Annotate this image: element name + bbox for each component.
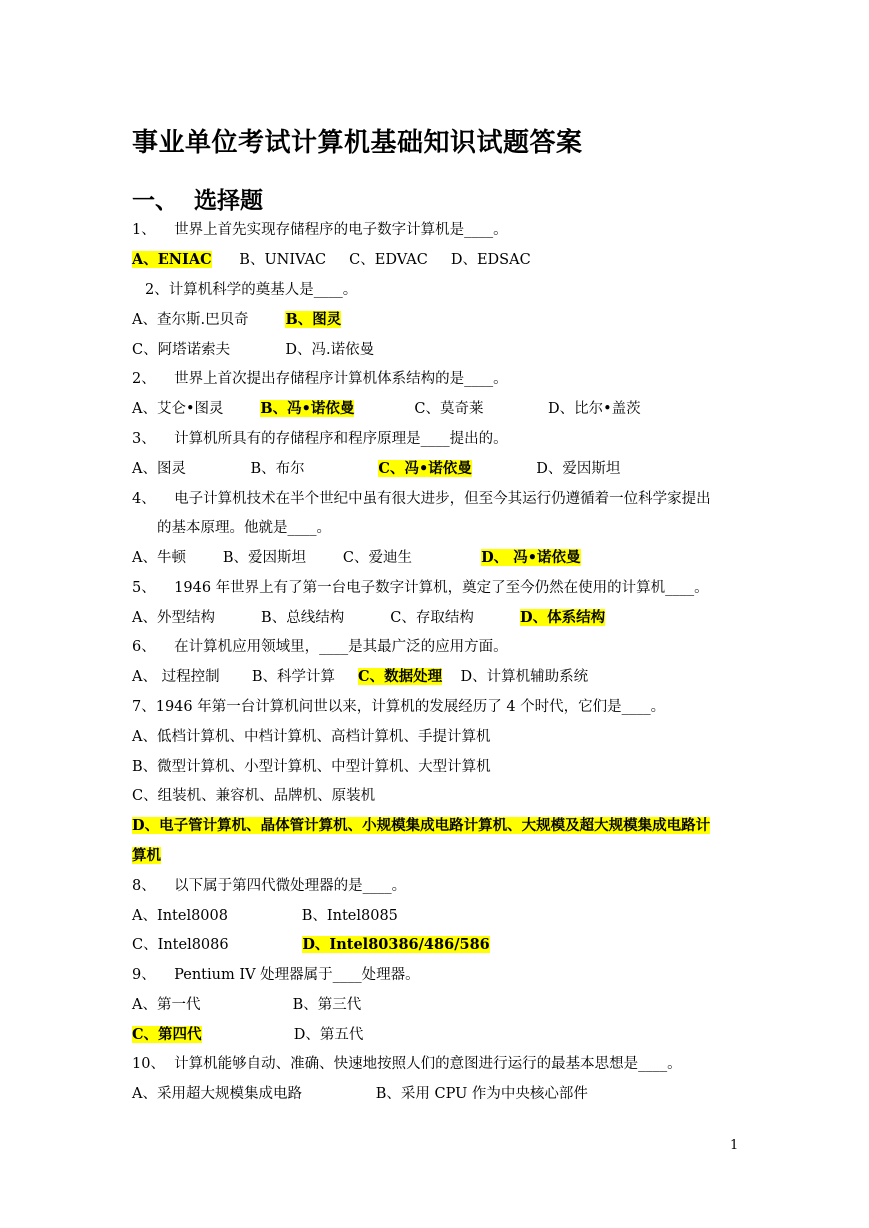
answer-highlight: 算机	[132, 847, 161, 864]
line-text: 4、 电子计算机技术在半个世纪中虽有很大进步，但至今其运行仍遵循着一位科学家提出	[132, 491, 711, 507]
text-line	[145, 280, 357, 300]
text-line	[132, 340, 374, 360]
line-text: C、莫奇莱 D、比尔•盖茨	[354, 401, 641, 417]
text-line	[132, 1084, 588, 1104]
line-text: D、第五代	[201, 1027, 364, 1043]
line-text: A、图灵 B、布尔	[132, 461, 379, 477]
text-line	[132, 846, 161, 866]
text-line	[132, 578, 709, 598]
text-line	[132, 608, 605, 628]
answer-highlight: A、ENIAC	[132, 251, 212, 268]
answer-highlight: C、第四代	[132, 1026, 202, 1043]
line-text: D、计算机辅助系统	[442, 669, 589, 685]
page-number: 1	[730, 1138, 739, 1153]
document-title: 事业单位考试计算机基础知识试题答案	[132, 128, 583, 158]
line-text: A、查尔斯.巴贝奇	[132, 312, 286, 328]
answer-highlight: C、数据处理	[358, 668, 443, 685]
answer-highlight: D、Intel80386/486/586	[302, 936, 490, 953]
section-label: 选择题	[194, 188, 263, 214]
text-line	[132, 935, 490, 955]
text-line	[132, 310, 341, 330]
line-text: 10、 计算机能够自动、准确、快速地按照人们的意图进行运行的最基本思想是____。	[132, 1056, 682, 1072]
text-line	[132, 1054, 682, 1074]
text-line	[132, 667, 588, 687]
line-text: 6、 在计算机应用领域里，____是其最广泛的应用方面。	[132, 639, 508, 655]
text-line	[132, 697, 665, 717]
line-text: A、第一代 B、第三代	[132, 997, 362, 1013]
text-line	[132, 965, 420, 985]
text-line	[132, 399, 641, 419]
line-text: A、采用超大规模集成电路 B、采用 CPU 作为中央核心部件	[132, 1086, 588, 1102]
text-line	[132, 816, 710, 836]
answer-highlight: B、图灵	[285, 311, 342, 328]
line-text: A、 过程控制 B、科学计算	[132, 669, 359, 685]
text-line	[157, 518, 331, 538]
answer-highlight: B、冯•诺依曼	[260, 400, 355, 417]
line-text: 2、计算机科学的奠基人是____。	[145, 282, 358, 298]
line-text: D、爱因斯坦	[471, 461, 621, 477]
text-line	[132, 548, 581, 568]
text-line	[132, 637, 508, 657]
section-number: 一、	[132, 188, 178, 214]
text-line	[132, 786, 375, 806]
line-text: A、外型结构 B、总线结构 C、存取结构	[132, 610, 520, 626]
text-line	[132, 459, 620, 479]
line-text: A、低档计算机、中档计算机、高档计算机、手提计算机	[132, 729, 491, 745]
answer-highlight: D、 冯•诺依曼	[481, 549, 581, 566]
line-text: C、阿塔诺索夫 D、冯.诺依曼	[132, 342, 375, 358]
text-line	[132, 429, 508, 449]
text-line	[132, 727, 490, 747]
answer-highlight: C、冯•诺依曼	[378, 460, 472, 477]
text-line	[132, 1025, 363, 1045]
line-text: B、微型计算机、小型计算机、中型计算机、大型计算机	[132, 759, 491, 775]
answer-highlight: D、电子管计算机、晶体管计算机、小规模集成电路计算机、大规模及超大规模集成电路计	[132, 817, 711, 834]
line-text: A、艾仑•图灵	[132, 401, 261, 417]
line-text: 9、 Pentium IV 处理器属于____处理器。	[132, 967, 420, 983]
text-line	[132, 906, 398, 926]
text-line	[132, 250, 531, 270]
line-text: A、牛顿 B、爱因斯坦 C、爱迪生	[132, 550, 482, 566]
text-line	[132, 369, 508, 389]
line-text: C、Intel8086	[132, 937, 303, 953]
line-text: 3、 计算机所具有的存储程序和程序原理是____提出的。	[132, 431, 508, 447]
line-text: 的基本原理。他就是____。	[157, 520, 331, 536]
line-text: 2、 世界上首次提出存储程序计算机体系结构的是____。	[132, 371, 508, 387]
line-text: B、UNIVAC C、EDVAC D、EDSAC	[211, 252, 531, 268]
text-line	[132, 757, 491, 777]
text-line	[132, 220, 508, 240]
section-heading	[132, 182, 263, 215]
line-text: C、组装机、兼容机、品牌机、原装机	[132, 788, 376, 804]
line-text: 5、 1946 年世界上有了第一台电子数字计算机，奠定了至今仍然在使用的计算机____。	[132, 580, 709, 596]
line-text: 1、 世界上首先实现存储程序的电子数字计算机是____。	[132, 222, 508, 238]
text-line	[132, 995, 361, 1015]
text-line	[132, 489, 711, 509]
answer-highlight: D、体系结构	[520, 609, 606, 626]
line-text: 7、1946 年第一台计算机问世以来，计算机的发展经历了 4 个时代，它们是____。	[132, 699, 666, 715]
text-line	[132, 876, 406, 896]
line-text: 8、 以下属于第四代微处理器的是____。	[132, 878, 407, 894]
line-text: A、Intel8008 B、Intel8085	[132, 908, 398, 924]
